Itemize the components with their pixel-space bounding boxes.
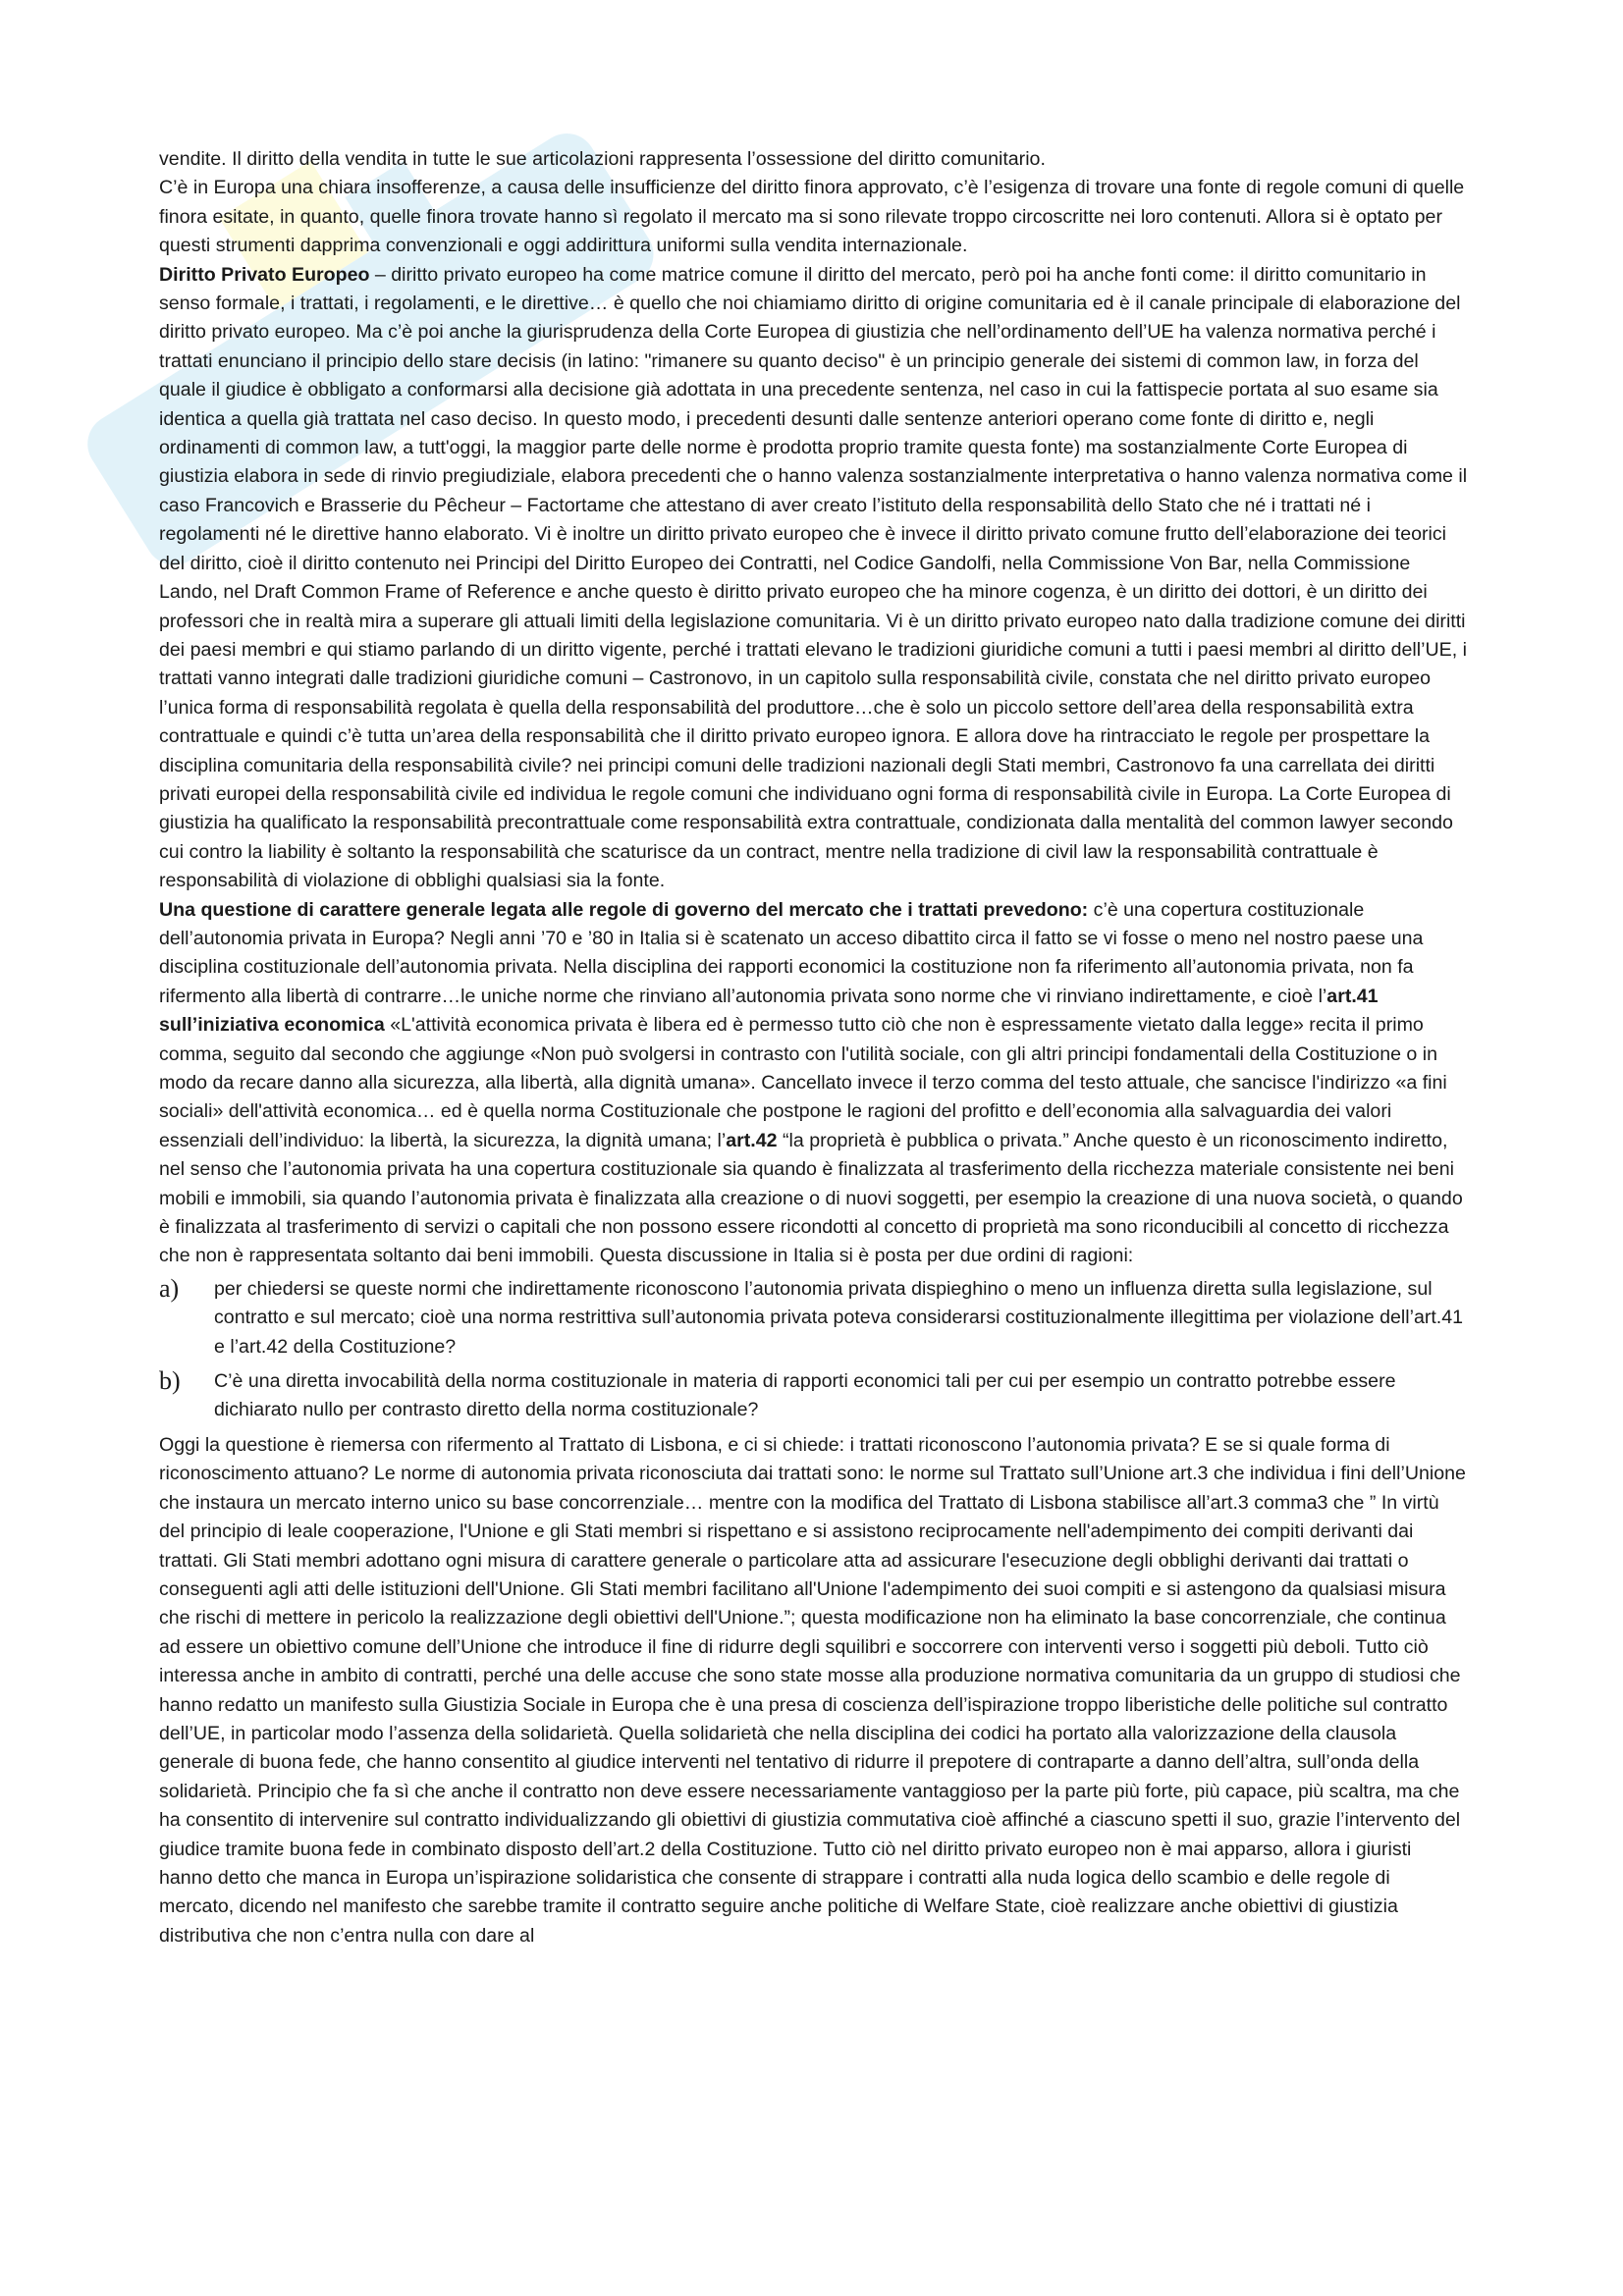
heading-diritto-privato-europeo: Diritto Privato Europeo — [159, 263, 370, 286]
art-41-label: art.41 sull’iniziativa economica — [159, 985, 1379, 1037]
paragraph-4 — [159, 896, 1469, 1271]
paragraph-1: vendite. Il diritto della vendita in tutte le sue articolazioni rappresenta l’ossessione del diritto comunitario. — [159, 148, 1046, 170]
list-marker: a) — [159, 1273, 180, 1303]
list-item-text: C’è una diretta invocabilità della norma costituzionale in materia di rapporti economici tali per cui per esempio un contratto potrebbe essere dichiarato nullo per contrasto diretto della norma costituzionale? — [214, 1370, 1396, 1421]
paragraph-4-text-1: c’è una copertura costituzionale dell’autonomia privata in Europa? Negli anni ’70 e ’80 in Italia si è scatenato un acceso dibattito circa il fatto se vi fosse o meno nel nostro paese una disciplina costituzionale dell’autonomia privata. Nella disciplina dei rapporti economici la costituzione non fa riferimento all’autonomia privata, non fa rifermento alla libertà di contrarre…le uniche norme che rinviano all’autonomia privata sono norme che vi rinviano indirettamente, e cioè l’ — [159, 898, 1424, 1007]
paragraph-5: Oggi la questione è riemersa con rifermento al Trattato di Lisbona, e ci si chiede: i trattati riconoscono l’autonomia privata? E se si quale forma di riconoscimento attuano? Le norme di autonomia privata riconosciuta dai trattati sono: le norme sul Trattato sull’Unione art.3 che individua i fini dell’Unione che instaura un mercato interno unico su base concorrenziale… mentre con la modifica del Trattato di Lisbona stabilisce all’art.3 comma3 che ” In virtù del principio di leale cooperazione, l'Unione e gli Stati membri si rispettano e si assistono reciprocamente nell'adempimento dei compiti derivanti dai trattati. Gli Stati membri adottano ogni misura di carattere generale o particolare atta ad assicurare l'esecuzione degli obblighi derivanti dai trattati o conseguenti agli atti delle istituzioni dell'Unione. Gli Stati membri facilitano all'Unione l'adempimento dei suoi compiti e si astengono da qualsiasi misura che rischi di mettere in pericolo la realizzazione degli obiettivi dell'Unione.”; questa modificazione non ha eliminato la base concorrenziale, che continua ad essere un obiettivo comune dell’Unione che introduce il fine di ridurre degli squilibri e soccorrere con interventi verso i soggetti più deboli. Tutto ciò interessa anche in ambito di contratti, perché una delle accuse che sono state mosse alla produzione normativa comunitaria da un gruppo di studiosi che hanno redatto un manifesto sulla Giustizia Sociale in Europa che è una presa di coscienza dell’ispirazione troppo liberistiche delle politiche sul contratto dell’UE, in particolar modo l’assenza della solidarietà. Quella solidarietà che nella disciplina dei codici ha portato alla valorizzazione della clausola generale di buona fede, che hanno consentito al giudice interventi nel tentativo di ridurre il prepotere di contraparte a danno dell’altra, sull’onda della solidarietà. Principio che fa sì che anche il contratto non deve essere necessariamente vantaggioso per la parte più forte, più capace, più scaltra, ma che ha consentito di intervenire sul contratto individualizzando gli obiettivi di giustizia commutativa cioè affinché a ciascuno spetti il suo, grazie l’intervento del giudice tramite buona fede in combinato disposto dell’art.2 della Costituzione. Tutto ciò nel diritto privato europeo non è mai apparso, allora i giuristi hanno detto che manca in Europa un’ispirazione solidaristica che consente di strappare i contratti alla nuda logica dello scambio e delle regole di mercato, dicendo nel manifesto che sarebbe tramite il contratto seguire anche politiche di Welfare State, cioè realizzare anche obiettivi di giustizia distributiva che non c’entra nulla con dare al — [159, 1433, 1466, 1947]
list-item-text: per chiedersi se queste normi che indirettamente riconoscono l’autonomia privata dispieghino o meno un influenza diretta sulla legislazione, sul contratto e sul mercato; cioè una norma restrittiva sull’autonomia privata poteva considerarsi costituzionalmente illegittima per violazione dell’art.41 e l’art.42 della Costituzione? — [214, 1277, 1464, 1358]
paragraph-3-text: – diritto privato europeo ha come matrice comune il diritto del mercato, però poi ha anche fonti come: il diritto comunitario in senso formale, i trattati, i regolamenti, e le direttive… è quello che noi chiamiamo diritto di origine comunitaria ed è il canale principale di elaborazione del diritto privato europeo. Ma c’è poi anche la giurisprudenza della Corte Europea di giustizia che nell’ordinamento dell’UE ha valenza normativa perché i trattati enunciano il principio dello stare decisis (in latino: "rimanere su quanto deciso" è un principio generale dei sistemi di common law, in forza del quale il giudice è obbligato a conformarsi alla decisione già adottata in una precedente sentenza, nel caso in cui la fattispecie portata al suo esame sia identica a quella già trattata nel caso deciso. In questo modo, i precedenti desunti dalle sentenze anteriori operano come fonte di diritto e, negli ordinamenti di common law, a tutt'oggi, la maggior parte delle norme è prodotta proprio tramite questa fonte) ma sostanzialmente Corte Europea di giustizia elabora in sede di rinvio pregiudiziale, elabora precedenti che o hanno valenza sostanzialmente interpretativa o hanno valenza normativa come il caso Francovich e Brasserie du Pêcheur – Factortame che attestano di aver creato l’istituto della responsabilità dello Stato che né i trattati né i regolamenti né le direttive hanno elaborato. Vi è inoltre un diritto privato europeo che è invece il diritto privato comune frutto dell’elaborazione dei teorici del diritto, cioè il diritto contenuto nei Principi del Diritto Europeo dei Contratti, nel Codice Gandolfi, nella Commissione Von Bar, nella Commissione Lando, nel Draft Common Frame of Reference e anche questo è diritto privato europeo che ha minore cogenza, è un diritto dei dottori, è un diritto dei professori che in realtà mira a superare gli attuali limiti della legislazione comunitaria. Vi è un diritto privato europeo nato dalla tradizione comune dei diritti dei paesi membri e qui stiamo parlando di un diritto vigente, perché i trattati elevano le tradizioni giuridiche comuni a tutti i paesi membri al diritto dell’UE, i trattati vanno integrati dalle tradizioni giuridiche comuni – Castronovo, in un capitolo sulla responsabilità civile, constata che nel diritto privato europeo l’unica forma di responsabilità regolata è quella della responsabilità del produttore…che è solo un piccolo settore dell’area della responsabilità extra contrattuale e quindi c’è tutta un’area della responsabilità che il diritto privato europeo ignora. E allora dove ha rintracciato le regole per prospettare la disciplina comunitaria della responsabilità civile? nei principi comuni delle tradizioni nazionali degli Stati membri, Castronovo fa una carrellata dei diritti privati europei della responsabilità civile ed individua le regole comuni che individuano ogni forma di responsabilità civile in Europa. La Corte Europea di giustizia ha qualificato la responsabilità precontrattuale come responsabilità extra contrattuale, condizionata dalla mentalità del common lawyer secondo cui contro la liability è soltanto la responsabilità che scaturisce da un contract, mentre nella tradizione di civil law la responsabilità contrattuale è responsabilità di violazione di obblighi qualsiasi sia la fonte. — [159, 263, 1468, 892]
paragraph-2: C’è in Europa una chiara insofferenze, a causa delle insufficienze del diritto finora approvato, c’è l’esigenza di trovare una fonte di regole comuni di quelle finora esitate, in quanto, quelle finora trovate hanno sì regolato il mercato ma si sono rilevate troppo circoscritte nei loro contenuti. Allora si è optato per questi strumenti dapprima convenzionali e oggi addirittura uniformi sulla vendita internazionale. — [159, 177, 1465, 257]
list-item — [159, 1275, 1469, 1362]
art-42-label: art.42 — [726, 1129, 778, 1151]
paragraph-4-text-3: “la proprietà è pubblica o privata.” Anche questo è un riconoscimento indiretto, nel senso che l’autonomia privata ha una copertura costituzionale sia quando è finalizzata al trasferimento della ricchezza materiale consistente nei beni mobili e immobili, sia quando l’autonomia privata è finalizzata alla creazione o di nuovi soggetti, per esempio la creazione di una nuova società, o quando è finalizzata al trasferimento di servizi o capitali che non possono essere ricondotti al concetto di proprietà ma sono riconducibili al concetto di ricchezza che non è rappresentata soltanto dai beni immobili. Questa discussione in Italia si è posta per due ordini di ragioni: — [159, 1129, 1463, 1267]
document-page — [159, 145, 1469, 1950]
paragraph-4-text-2: «L'attività economica privata è libera ed è permesso tutto ciò che non è espressamente vietato dalla legge» recita il primo comma, seguito dal secondo che aggiunge «Non può svolgersi in contrasto con l'utilità sociale, con gli altri principi fondamentali della Costituzione o in modo da recare danno alla sicurezza, alla libertà, alla dignità umana». Cancellato invece il terzo comma del testo attuale, che sancisce l'indirizzo «a fini sociali» dell'attività economica… ed è quella norma Costituzionale che postpone le ragioni del profitto e dell’economia alla salvaguardia dei valori essenziali dell’individuo: la libertà, la sicurezza, la dignità umana; l’ — [159, 1014, 1447, 1151]
heading-questione-generale: Una questione di carattere generale legata alle regole di governo del mercato che i trattati prevedono: — [159, 898, 1089, 921]
paragraph-3 — [159, 261, 1469, 896]
list-item — [159, 1367, 1469, 1425]
list-marker: b) — [159, 1366, 181, 1396]
